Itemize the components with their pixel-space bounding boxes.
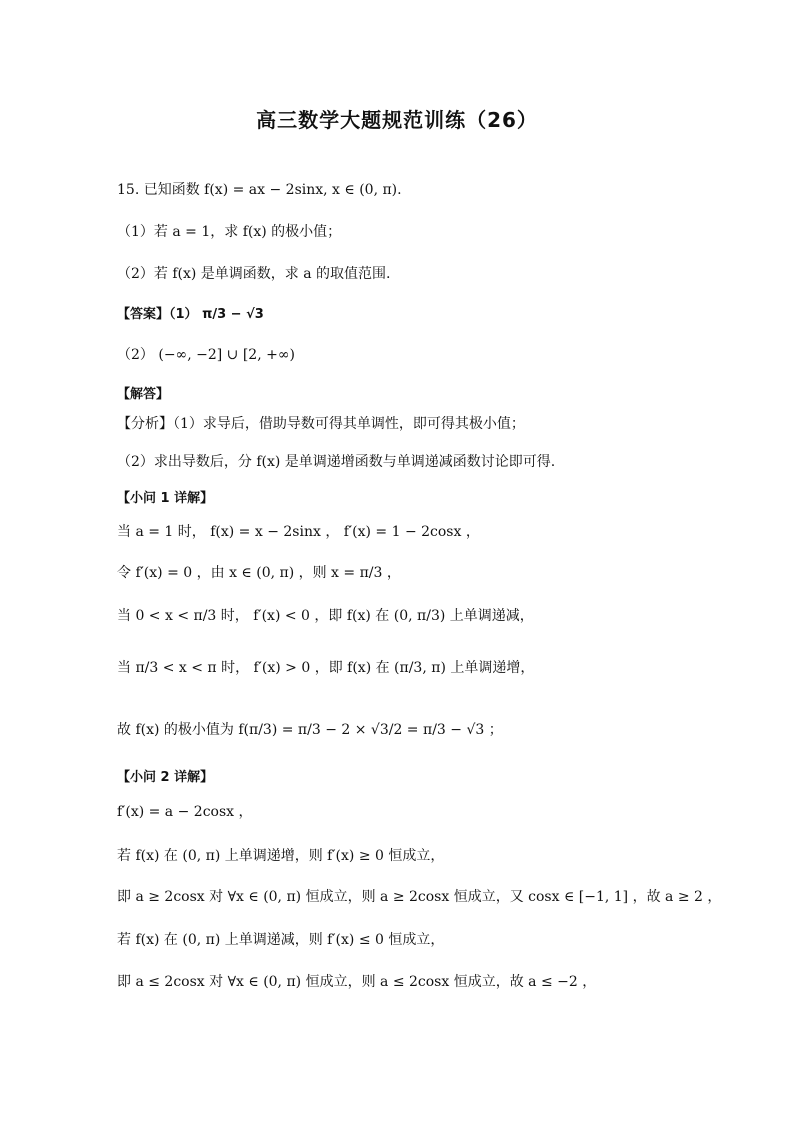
analysis-line-1: 【分析】（1）求导后，借助导数可得其单调性，即可得其极小值； [117,416,525,432]
problem-statement: 15. 已知函数 f(x) = ax − 2sinx, x ∈ (0, π). [117,182,402,198]
question-part-1: （1）若 a = 1，求 f(x) 的极小值； [117,224,342,240]
solution-1-conclusion: 故 f(x) 的极小值为 f(π/3) = π/3 − 2 × √3/2 = π/3 − √3 ； [117,722,503,738]
solution-2-line-1: f′(x) = a − 2cosx ， [117,804,253,820]
answer-part-2: （2） (−∞, −2] ∪ [2, +∞) [117,347,295,363]
answer-part-1: 【答案】（1） π/3 − √3 [117,307,264,322]
solution-heading: 【解答】 [117,387,170,402]
solution-1-line-2: 令 f′(x) = 0 ，由 x ∈ (0, π) ，则 x = π/3 ， [117,565,401,581]
analysis-line-2: （2）求出导数后，分 f(x) 是单调递增函数与单调递减函数讨论即可得. [117,454,556,470]
solution-1-line-4: 当 π/3 < x < π 时， f′(x) > 0 ，即 f(x) 在 (π/3, π) 上单调递增， [117,660,535,676]
solution-2-line-2: 若 f(x) 在 (0, π) 上单调递增，则 f′(x) ≥ 0 恒成立， [117,848,445,864]
solution-2-line-4: 若 f(x) 在 (0, π) 上单调递减，则 f′(x) ≤ 0 恒成立， [117,932,445,948]
solution-1-line-3: 当 0 < x < π/3 时， f′(x) < 0 ，即 f(x) 在 (0, π/3) 上单调递减， [117,608,534,624]
subquestion-1-heading: 【小问 1 详解】 [117,491,214,506]
page-title: 高三数学大题规范训练（26） [256,108,538,132]
question-part-2: （2）若 f(x) 是单调函数，求 a 的取值范围. [117,266,391,282]
solution-2-line-3: 即 a ≥ 2cosx 对 ∀x ∈ (0, π) 恒成立，则 a ≥ 2cosx 恒成立，又 cosx ∈ [−1, 1] ，故 a ≥ 2 ， [117,889,722,905]
subquestion-2-heading: 【小问 2 详解】 [117,770,214,785]
solution-2-line-5: 即 a ≤ 2cosx 对 ∀x ∈ (0, π) 恒成立，则 a ≤ 2cosx 恒成立，故 a ≤ −2 ， [117,974,597,990]
solution-1-line-1: 当 a = 1 时， f(x) = x − 2sinx ， f′(x) = 1 − 2cosx ， [117,524,480,540]
